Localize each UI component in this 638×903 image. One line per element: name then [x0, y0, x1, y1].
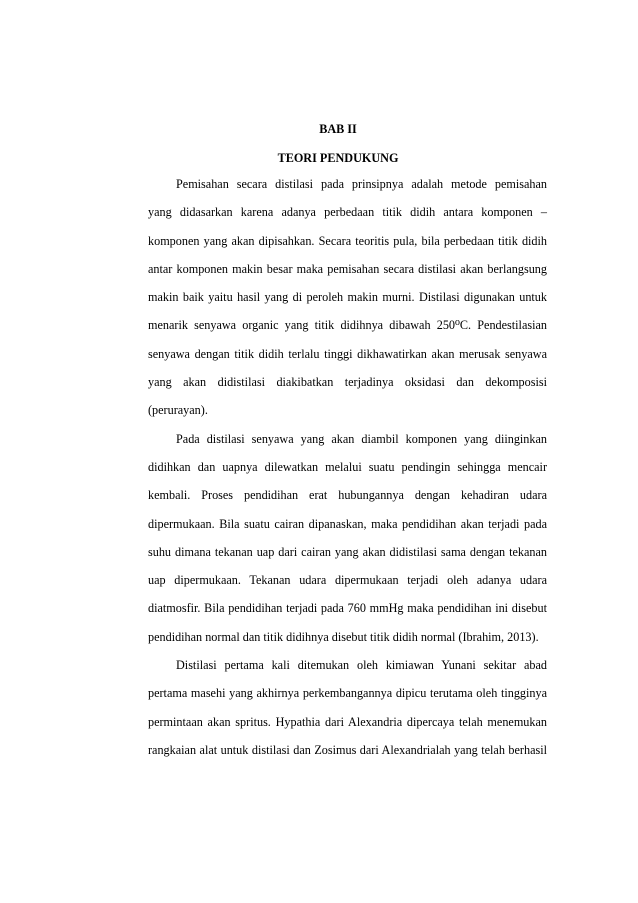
text-line: suhu dimana tekanan uap dari cairan yang akan didistilasi sama dengan tekanan: [148, 544, 547, 559]
text-line: yang akan didistilasi diakibatkan terjadinya oksidasi dan dekomposisi: [148, 375, 547, 390]
text-line: kembali. Proses pendidihan erat hubungannya dengan kehadiran udara: [148, 488, 547, 503]
text-line: komponen yang akan dipisahkan. Secara teoritis pula, bila perbedaan titik didih: [148, 233, 547, 248]
text-line: yang didasarkan karena adanya perbedaan titik didih antara komponen –: [148, 205, 547, 220]
text-line: pendidihan normal dan titik didihnya disebut titik didih normal (Ibrahim, 2013).: [148, 629, 539, 644]
text-line: diatmosfir. Bila pendidihan terjadi pada 760 mmHg maka pendidihan ini disebut: [148, 601, 547, 616]
paragraph-2: [120, 425, 547, 651]
text-line: senyawa dengan titik didih terlalu tinggi dikhawatirkan akan merusak senyawa: [148, 346, 547, 361]
body-text: [120, 170, 547, 764]
text-line: didihkan dan uapnya dilewatkan melalui suatu pendingin sehingga mencair: [148, 459, 547, 474]
text-line: Distilasi pertama kali ditemukan oleh kimiawan Yunani sekitar abad: [176, 658, 547, 673]
text-line: Pada distilasi senyawa yang akan diambil komponen yang diinginkan: [176, 431, 547, 446]
text-line: Pemisahan secara distilasi pada prinsipnya adalah metode pemisahan: [176, 177, 547, 191]
text-line: uap dipermukaan. Tekanan udara dipermukaan terjadi oleh adanya udara: [148, 573, 547, 588]
text-line: pertama masehi yang akhirnya perkembangannya dipicu terutama oleh tingginya: [148, 686, 547, 701]
chapter-label: BAB II: [319, 122, 357, 136]
text-line: makin baik yaitu hasil yang di peroleh makin murni. Distilasi digunakan untuk: [148, 290, 547, 305]
text-line: antar komponen makin besar maka pemisahan secara distilasi akan berlangsung: [148, 261, 547, 276]
chapter-title: TEORI PENDUKUNG: [277, 151, 399, 165]
text-line: dipermukaan. Bila suatu cairan dipanaskan, maka pendidihan akan terjadi pada: [148, 516, 547, 531]
paragraph-1: [120, 170, 547, 425]
text-line: (perurayan).: [148, 403, 208, 418]
text-line: menarik senyawa organic yang titik didihnya dibawah 250⁰C. Pendestilasian: [148, 318, 547, 333]
text-line: permintaan akan spritus. Hypathia dari Alexandria dipercaya telah menemukan: [148, 714, 547, 729]
paragraph-3: [120, 651, 547, 764]
text-line: rangkaian alat untuk distilasi dan Zosimus dari Alexandrialah yang telah berhasil: [148, 742, 547, 757]
